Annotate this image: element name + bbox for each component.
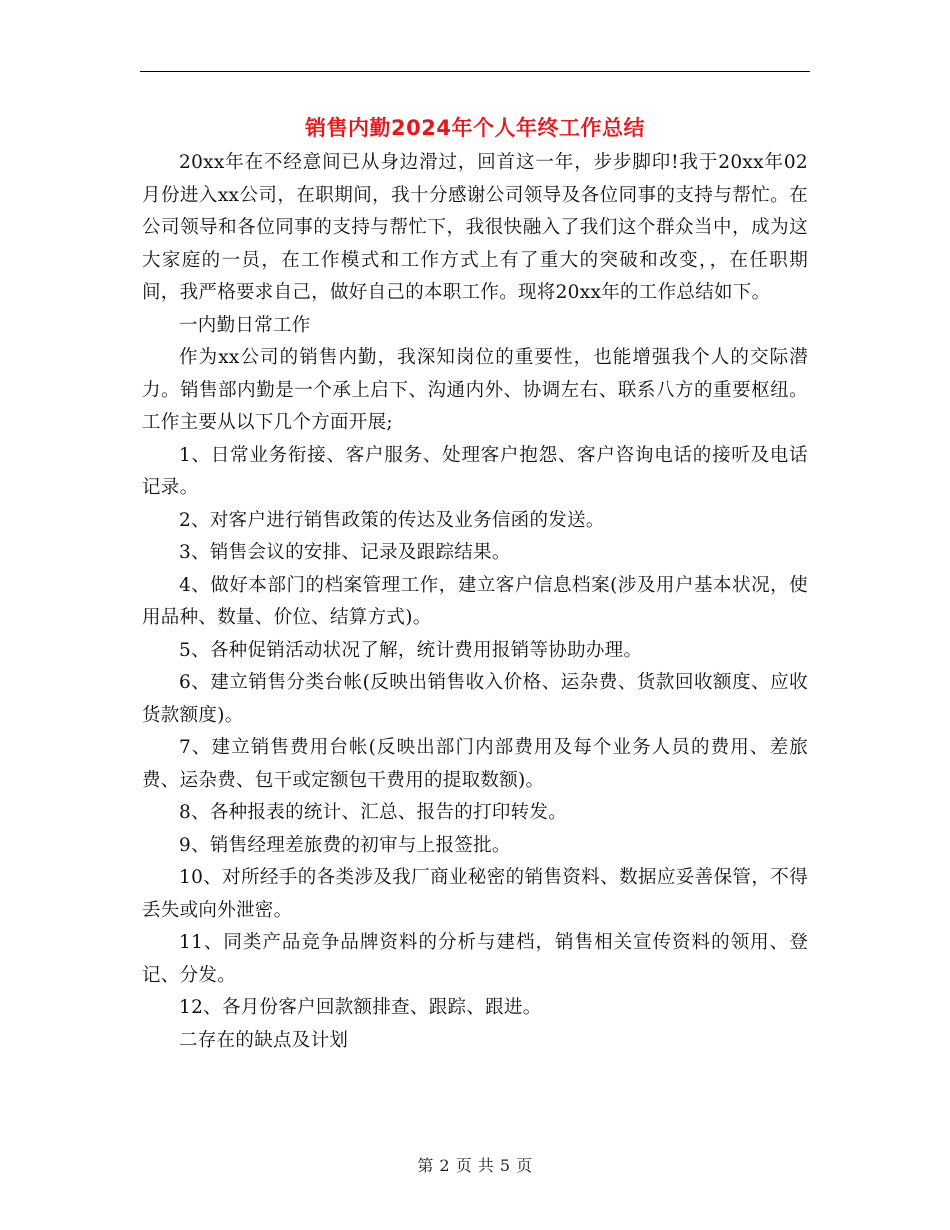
section-heading-daily-work: 一内勤日常工作 [179, 314, 311, 336]
list-item: 3、销售会议的安排、记录及跟踪结果。 [179, 542, 511, 563]
list-item: 8、各种报表的统计、汇总、报告的打印转发。 [179, 802, 568, 823]
list-item: 6、建立销售分类台帐(反映出销售收入价格、运杂费、货款回收额度、应收货款额度)。 [142, 672, 808, 726]
list-item: 5、各种促销活动状况了解，统计费用报销等协助办理。 [179, 639, 643, 661]
page-number-footer: 第 2 页 共 5 页 [417, 1156, 533, 1175]
section-heading-shortcomings: 二存在的缺点及计划 [179, 1029, 349, 1051]
list-item: 1、日常业务衔接、客户服务、处理客户抱怨、客户咨询电话的接听及电话记录。 [142, 444, 808, 498]
list-item: 10、对所经手的各类涉及我厂商业秘密的销售资料、数据应妥善保管，不得丢失或向外泄密。 [142, 867, 808, 921]
list-item: 2、对客户进行销售政策的传达及业务信函的发送。 [179, 509, 605, 531]
list-item: 9、销售经理差旅费的初审与上报签批。 [179, 834, 511, 856]
paragraph-role: 作为xx公司的销售内勤，我深知岗位的重要性，也能增强我个人的交际潜力。销售部内勤是一个承上启下、沟通内外、协调左右、联系八方的重要枢纽。工作主要从以下几个方面开展; [142, 347, 808, 433]
list-item: 4、做好本部门的档案管理工作，建立客户信息档案(涉及用户基本状况，使用品种、数量、价位、结算方式)。 [142, 574, 808, 628]
document-body [142, 147, 808, 1057]
document-title: 销售内勤2024年个人年终工作总结 [305, 116, 645, 140]
list-item: 7、建立销售费用台帐(反映出部门内部费用及每个业务人员的费用、差旅费、运杂费、包干或定额包干费用的提取数额)。 [142, 737, 808, 791]
header-rule [140, 71, 810, 72]
list-item: 12、各月份客户回款额排查、跟踪、跟进。 [179, 997, 542, 1018]
paragraph-intro: 20xx年在不经意间已从身边滑过，回首这一年，步步脚印!我于20xx年02月份进入xx公司，在职期间，我十分感谢公司领导及各位同事的支持与帮忙。在公司领导和各位同事的支持与帮忙下，我很快融入了我们这个群众当中，成为这大家庭的一员，在工作模式和工作方式上有了重大的突破和改变，，在任职期间，我严格要求自己，做好自己的本职工作。现将20xx年的工作总结如下。 [142, 152, 808, 303]
list-item: 11、同类产品竞争品牌资料的分析与建档，销售相关宣传资料的领用、登记、分发。 [142, 932, 808, 986]
